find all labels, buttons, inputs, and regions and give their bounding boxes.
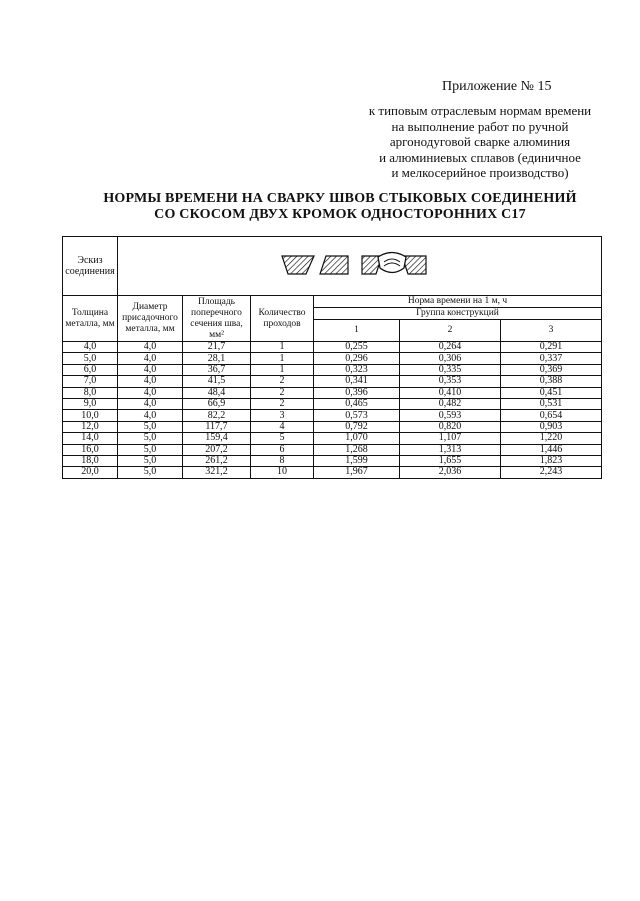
table-row — [63, 455, 602, 466]
header-group: Группа конструкций — [314, 308, 602, 320]
header-thickness: Толщина металла, мм — [63, 296, 118, 342]
cell-area: 41,5 — [183, 376, 251, 387]
cell-norm-group-2: 0,410 — [400, 387, 501, 398]
table-row — [63, 433, 602, 444]
cell-norm-group-2: 0,593 — [400, 410, 501, 421]
table-row — [63, 353, 602, 364]
cell-norm-group-2: 0,335 — [400, 364, 501, 375]
cell-area: 261,2 — [183, 455, 251, 466]
cell-norm-group-3: 0,903 — [501, 421, 602, 432]
cell-passes: 5 — [251, 433, 314, 444]
cell-norm-group-2: 1,313 — [400, 444, 501, 455]
cell-thickness: 20,0 — [63, 467, 118, 478]
cell-norm-group-3: 0,654 — [501, 410, 602, 421]
table-row — [63, 410, 602, 421]
cell-passes: 3 — [251, 410, 314, 421]
cell-diameter: 4,0 — [118, 387, 183, 398]
table-row — [63, 364, 602, 375]
table-row — [63, 421, 602, 432]
table-row — [63, 387, 602, 398]
cell-thickness: 10,0 — [63, 410, 118, 421]
cell-area: 36,7 — [183, 364, 251, 375]
cell-diameter: 5,0 — [118, 444, 183, 455]
cell-thickness: 6,0 — [63, 364, 118, 375]
header-area: Площадь поперечного сечения шва, мм² — [183, 296, 251, 342]
cell-passes: 1 — [251, 342, 314, 353]
title-line-2: СО СКОСОМ ДВУХ КРОМОК ОДНОСТОРОННИХ С17 — [154, 207, 526, 222]
cell-passes: 1 — [251, 353, 314, 364]
appendix-line: и алюминиевых сплавов (единичное — [379, 149, 581, 165]
appendix-number: Приложение № 15 — [442, 79, 552, 94]
table-row — [63, 444, 602, 455]
cell-norm-group-1: 1,268 — [314, 444, 400, 455]
appendix-line: аргонодуговой сварке алюминия — [389, 134, 571, 149]
cell-norm-group-2: 0,353 — [400, 376, 501, 387]
cell-thickness: 16,0 — [63, 444, 118, 455]
cell-area: 159,4 — [183, 433, 251, 444]
cell-norm-group-1: 0,396 — [314, 387, 400, 398]
cell-norm-group-1: 0,296 — [314, 353, 400, 364]
cell-area: 48,4 — [183, 387, 251, 398]
cell-diameter: 4,0 — [118, 364, 183, 375]
cell-norm-group-3: 1,823 — [501, 455, 602, 466]
cell-passes: 2 — [251, 387, 314, 398]
time-norms-table — [62, 236, 602, 479]
cell-area: 21,7 — [183, 342, 251, 353]
cell-norm-group-3: 0,451 — [501, 387, 602, 398]
cell-area: 117,7 — [183, 421, 251, 432]
cell-diameter: 5,0 — [118, 455, 183, 466]
cell-norm-group-2: 0,482 — [400, 398, 501, 409]
cell-thickness: 8,0 — [63, 387, 118, 398]
table-body — [63, 342, 602, 479]
appendix-line: к типовым отраслевым нормам времени — [368, 103, 592, 118]
header-group-2: 2 — [400, 320, 501, 342]
cell-area: 321,2 — [183, 467, 251, 478]
cell-thickness: 9,0 — [63, 398, 118, 409]
cell-norm-group-1: 1,967 — [314, 467, 400, 478]
cell-diameter: 5,0 — [118, 421, 183, 432]
cell-diameter: 4,0 — [118, 376, 183, 387]
cell-norm-group-1: 0,792 — [314, 421, 400, 432]
cell-norm-group-2: 1,107 — [400, 433, 501, 444]
sketch-label: Эскиз соединения — [63, 237, 118, 296]
cell-norm-group-3: 0,369 — [501, 364, 602, 375]
cell-norm-group-3: 2,243 — [501, 467, 602, 478]
cell-area: 207,2 — [183, 444, 251, 455]
cell-norm-group-3: 0,388 — [501, 376, 602, 387]
cell-passes: 8 — [251, 455, 314, 466]
cell-passes: 2 — [251, 376, 314, 387]
title-line-1: НОРМЫ ВРЕМЕНИ НА СВАРКУ ШВОВ СТЫКОВЫХ СОЕДИНЕНИЙ — [103, 191, 577, 206]
header-group-3: 3 — [501, 320, 602, 342]
cell-passes: 2 — [251, 398, 314, 409]
cell-thickness: 18,0 — [63, 455, 118, 466]
cell-thickness: 4,0 — [63, 342, 118, 353]
cell-norm-group-3: 1,446 — [501, 444, 602, 455]
cell-norm-group-3: 0,531 — [501, 398, 602, 409]
table-row — [63, 467, 602, 478]
table-row — [63, 342, 602, 353]
cell-norm-group-3: 0,337 — [501, 353, 602, 364]
appendix-line: и мелкосерийное производство) — [391, 165, 569, 180]
cell-norm-group-2: 2,036 — [400, 467, 501, 478]
cell-passes: 6 — [251, 444, 314, 455]
table-row — [63, 398, 602, 409]
cell-norm-group-1: 0,255 — [314, 342, 400, 353]
cell-diameter: 4,0 — [118, 398, 183, 409]
cell-passes: 10 — [251, 467, 314, 478]
cell-thickness: 14,0 — [63, 433, 118, 444]
butt-joint-sketch-icon — [280, 250, 440, 282]
cell-diameter: 5,0 — [118, 433, 183, 444]
cell-passes: 1 — [251, 364, 314, 375]
joint-sketch — [118, 237, 602, 296]
header-group-1: 1 — [314, 320, 400, 342]
cell-norm-group-2: 0,264 — [400, 342, 501, 353]
cell-area: 82,2 — [183, 410, 251, 421]
table-row — [63, 376, 602, 387]
document-title — [80, 191, 600, 223]
cell-area: 66,9 — [183, 398, 251, 409]
cell-norm-group-2: 0,820 — [400, 421, 501, 432]
cell-norm-group-1: 0,341 — [314, 376, 400, 387]
appendix-description — [360, 103, 600, 181]
header-passes: Количество проходов — [251, 296, 314, 342]
cell-norm-group-2: 1,655 — [400, 455, 501, 466]
cell-area: 28,1 — [183, 353, 251, 364]
cell-thickness: 7,0 — [63, 376, 118, 387]
cell-diameter: 5,0 — [118, 467, 183, 478]
cell-thickness: 5,0 — [63, 353, 118, 364]
cell-thickness: 12,0 — [63, 421, 118, 432]
cell-norm-group-1: 0,323 — [314, 364, 400, 375]
cell-norm-group-1: 1,599 — [314, 455, 400, 466]
cell-norm-group-3: 0,291 — [501, 342, 602, 353]
cell-norm-group-1: 0,465 — [314, 398, 400, 409]
cell-norm-group-1: 0,573 — [314, 410, 400, 421]
cell-norm-group-3: 1,220 — [501, 433, 602, 444]
appendix-line: на выполнение работ по ручной — [391, 118, 569, 134]
header-diameter: Диаметр присадочного металла, мм — [118, 296, 183, 342]
cell-diameter: 4,0 — [118, 353, 183, 364]
cell-norm-group-1: 1,070 — [314, 433, 400, 444]
cell-passes: 4 — [251, 421, 314, 432]
cell-norm-group-2: 0,306 — [400, 353, 501, 364]
cell-diameter: 4,0 — [118, 410, 183, 421]
header-norm: Норма времени на 1 м, ч — [314, 296, 602, 308]
cell-diameter: 4,0 — [118, 342, 183, 353]
